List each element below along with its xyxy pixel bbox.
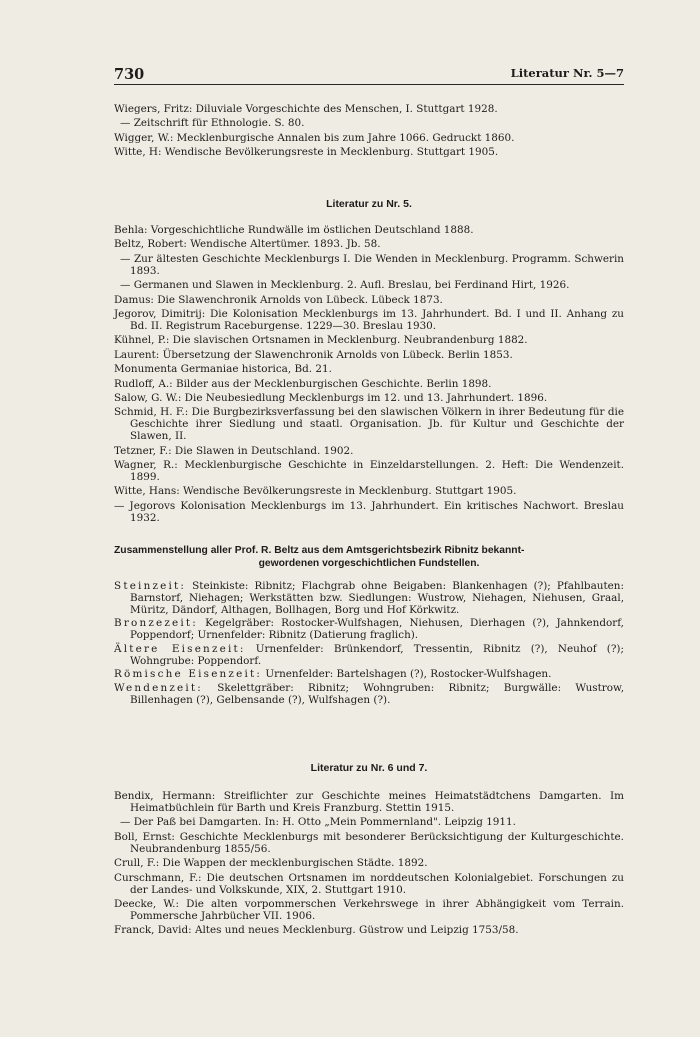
list-item: Monumenta Germaniae historica, Bd. 21. (114, 363, 332, 376)
list-item: — Jegorovs Kolonisation Mecklenburgs im 13. Jahrhundert. Ein kritisches Nachwort. Breslau 1932. (114, 499, 624, 524)
period-item (114, 643, 624, 667)
page-number: 730 (114, 66, 145, 83)
period-item (114, 682, 624, 706)
header-rule (114, 84, 624, 85)
period-text: Steinkiste: Ribnitz; Flachgrab ohne Beigaben: Blankenhagen (?); Pfahlbauten: Barnstorf, Niehagen; Werkstätten bzw. Siedlungen: Wustrow, Niehagen, Niehusen, Graal, Müritz, Dändorf, Althagen, Bollhagen, Borg und Hof Körkwitz. (130, 580, 624, 616)
list-item: Kühnel, P.: Die slavischen Ortsnamen in Mecklenburg. Neubrandenburg 1882. (114, 334, 528, 347)
list-item: Witte, Hans: Wendische Bevölkerungsreste in Mecklenburg. Stuttgart 1905. (114, 485, 517, 498)
summary-periods (114, 580, 624, 707)
period-item (114, 617, 624, 641)
list-item: Laurent: Übersetzung der Slawenchronik Arnolds von Lübeck. Berlin 1853. (114, 348, 513, 361)
period-item (114, 580, 624, 616)
list-item: Tetzner, F.: Die Slawen in Deutschland. 1902. (114, 444, 354, 457)
list-item: Wagner, R.: Mecklenburgische Geschichte in Einzeldarstellungen. 2. Heft: Die Wendenzeit. 1899. (114, 459, 624, 484)
page-header (114, 66, 624, 84)
summary-heading-line-2: gewordenen vorgeschichtlichen Fundstellen. (258, 558, 480, 569)
list-item: — Germanen und Slawen in Mecklenburg. 2. Aufl. Breslau, bei Ferdinand Hirt, 1926. (120, 279, 570, 292)
bibliography-section-nr5 (114, 224, 624, 526)
list-item: Behla: Vorgeschichtliche Rundwälle im östlichen Deutschland 1888. (114, 224, 474, 236)
list-item: — Zeitschrift für Ethnologie. S. 80. (120, 117, 305, 130)
period-label: Bronzezeit: (114, 617, 198, 630)
period-text: Urnenfelder: Brünkendorf, Tressentin, Ribnitz (?), Neuhof (?); Wohngrube: Poppendorf. (130, 642, 624, 667)
period-label: Ältere Eisenzeit: (114, 642, 246, 655)
section-heading-nr5: Literatur zu Nr. 5. (326, 198, 412, 210)
list-item: Wigger, W.: Mecklenburgische Annalen bis zum Jahre 1066. Gedruckt 1860. (114, 131, 515, 144)
bibliography-section-nr6-7 (114, 790, 624, 939)
period-item (114, 668, 624, 680)
list-item: — Zur ältesten Geschichte Mecklenburgs I. Die Wenden in Mecklenburg. Programm. Schwerin 1893. (120, 252, 624, 277)
list-item: Curschmann, F.: Die deutschen Ortsnamen im norddeutschen Kolonialgebiet. Forschungen zu der Landes- und Volkskunde, XIX, 2. Stuttgart 1910. (114, 871, 624, 896)
list-item: Wiegers, Fritz: Diluviale Vorgeschichte des Menschen, I. Stuttgart 1928. (114, 103, 498, 115)
period-text: Skelettgräber: Ribnitz; Wohngruben: Ribnitz; Burgwälle: Wustrow, Billenhagen (?), Gelbensande (?), Wulfshagen (?). (130, 681, 624, 706)
list-item: Schmid, H. F.: Die Burgbezirksverfassung bei den slawischen Völkern in ihrer Bedeutung für die Geschichte ihrer Siedlung und staatl. Organisation. Jb. für Kultur und Geschichte der Slawen, II. (114, 406, 624, 443)
list-item: Franck, David: Altes und neues Mecklenburg. Güstrow und Leipzig 1753/58. (114, 924, 519, 937)
summary-heading-line-1: Zusammenstellung aller Prof. R. Beltz aus dem Amtsgerichtsbezirk Ribnitz bekannt- (114, 545, 525, 556)
period-text: Kegelgräber: Rostocker-Wulfshagen, Niehusen, Dierhagen (?), Jahnkendorf, Poppendorf; Urnenfelder: Ribnitz (Datierung fraglich). (130, 617, 624, 642)
summary-heading (114, 544, 624, 570)
list-item: — Der Paß bei Damgarten. In: H. Otto „Mein Pommernland". Leipzig 1911. (120, 816, 516, 829)
list-item: Crull, F.: Die Wappen der mecklenburgischen Städte. 1892. (114, 857, 428, 870)
section-heading-nr6-7: Literatur zu Nr. 6 und 7. (310, 762, 428, 774)
list-item: Salow, G. W.: Die Neubesiedlung Mecklenburgs im 12. und 13. Jahrhundert. 1896. (114, 391, 548, 404)
list-item: Witte, H: Wendische Bevölkerungsreste in Mecklenburg. Stuttgart 1905. (114, 146, 499, 159)
list-item: Deecke, W.: Die alten vorpommerschen Verkehrswege in ihrer Abhängigkeit vom Terrain. Pommersche Jahrbücher VII. 1906. (114, 897, 624, 922)
period-text: Urnenfelder: Bartelshagen (?), Rostocker-Wulfshagen. (262, 668, 552, 681)
list-item: Boll, Ernst: Geschichte Mecklenburgs mit besonderer Berücksichtigung der Kulturgeschichte. Neubrandenburg 1855/56. (114, 830, 624, 855)
list-item: Rudloff, A.: Bilder aus der Mecklenburgischen Geschichte. Berlin 1898. (114, 377, 492, 390)
list-item: Beltz, Robert: Wendische Altertümer. 1893. Jb. 58. (114, 238, 381, 251)
period-label: Römische Eisenzeit: (114, 668, 263, 681)
period-label: Wendenzeit: (114, 681, 203, 694)
bibliography-section-intro (114, 103, 624, 161)
running-head: Literatur Nr. 5—7 (510, 66, 624, 80)
list-item: Bendix, Hermann: Streiflichter zur Geschichte meines Heimatstädtchens Damgarten. Im Heimatbüchlein für Barth und Kreis Franzburg. Stettin 1915. (114, 790, 624, 814)
period-label: Steinzeit: (114, 580, 187, 592)
list-item: Jegorov, Dimitrij: Die Kolonisation Mecklenburgs im 13. Jahrhundert. Bd. I und II. Anhang zu Bd. II. Registrum Raceburgense. 1229—30. Breslau 1930. (114, 307, 624, 332)
list-item: Damus: Die Slawenchronik Arnolds von Lübeck. Lübeck 1873. (114, 293, 443, 306)
